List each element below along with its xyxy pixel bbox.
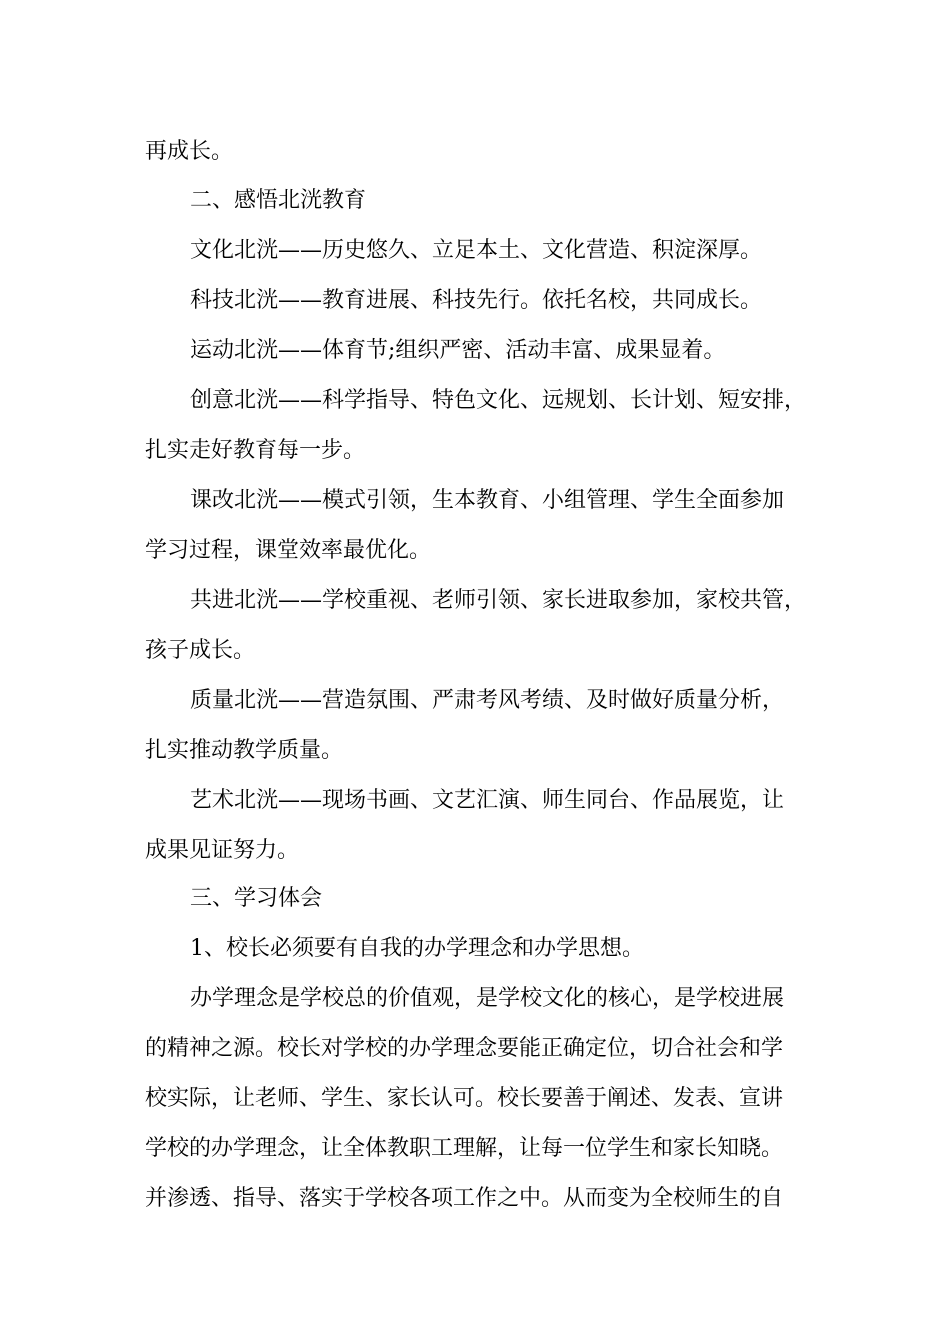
text-line: 创意北洸——科学指导、特色文化、远规划、长计划、短安排，	[190, 388, 807, 413]
text-line: 孩子成长。	[145, 638, 256, 663]
text-line: 运动北洸——体育节;组织严密、活动丰富、成果显着。	[190, 338, 726, 363]
section-heading: 三、学习体会	[190, 886, 323, 911]
text-line: 并渗透、指导、落实于学校各项工作之中。从而变为全校师生的自	[145, 1186, 784, 1211]
text-line: 艺术北洸——现场书画、文艺汇演、师生同台、作品展览，让	[190, 788, 785, 813]
text-line: 成果见证努力。	[145, 838, 300, 863]
text-line: 共进北洸——学校重视、老师引领、家长进取参加，家校共管，	[190, 588, 807, 613]
text-line: 学校的办学理念，让全体教职工理解，让每一位学生和家长知晓。	[145, 1136, 784, 1161]
section-heading: 二、感悟北洸教育	[190, 188, 367, 213]
text-line: 文化北洸——历史悠久、立足本土、文化营造、积淀深厚。	[190, 238, 763, 263]
text-line: 课改北洸——模式引领，生本教育、小组管理、学生全面参加	[190, 488, 785, 513]
text-line: 科技北洸——教育进展、科技先行。依托名校，共同成长。	[190, 288, 763, 313]
text-line: 扎实推动教学质量。	[145, 738, 344, 763]
text-line: 1、校长必须要有自我的办学理念和办学思想。	[190, 936, 644, 961]
text-line: 扎实走好教育每一步。	[145, 438, 366, 463]
text-line: 质量北洸——营造氛围、严肃考风考绩、及时做好质量分析，	[190, 688, 785, 713]
text-line: 再成长。	[145, 139, 234, 164]
text-line: 学习过程，课堂效率最优化。	[145, 538, 432, 563]
text-line: 校实际，让老师、学生、家长认可。校长要善于阐述、发表、宣讲	[145, 1086, 784, 1111]
text-line: 的精神之源。校长对学校的办学理念要能正确定位，切合社会和学	[145, 1036, 784, 1061]
text-line: 办学理念是学校总的价值观，是学校文化的核心，是学校进展	[190, 986, 785, 1011]
